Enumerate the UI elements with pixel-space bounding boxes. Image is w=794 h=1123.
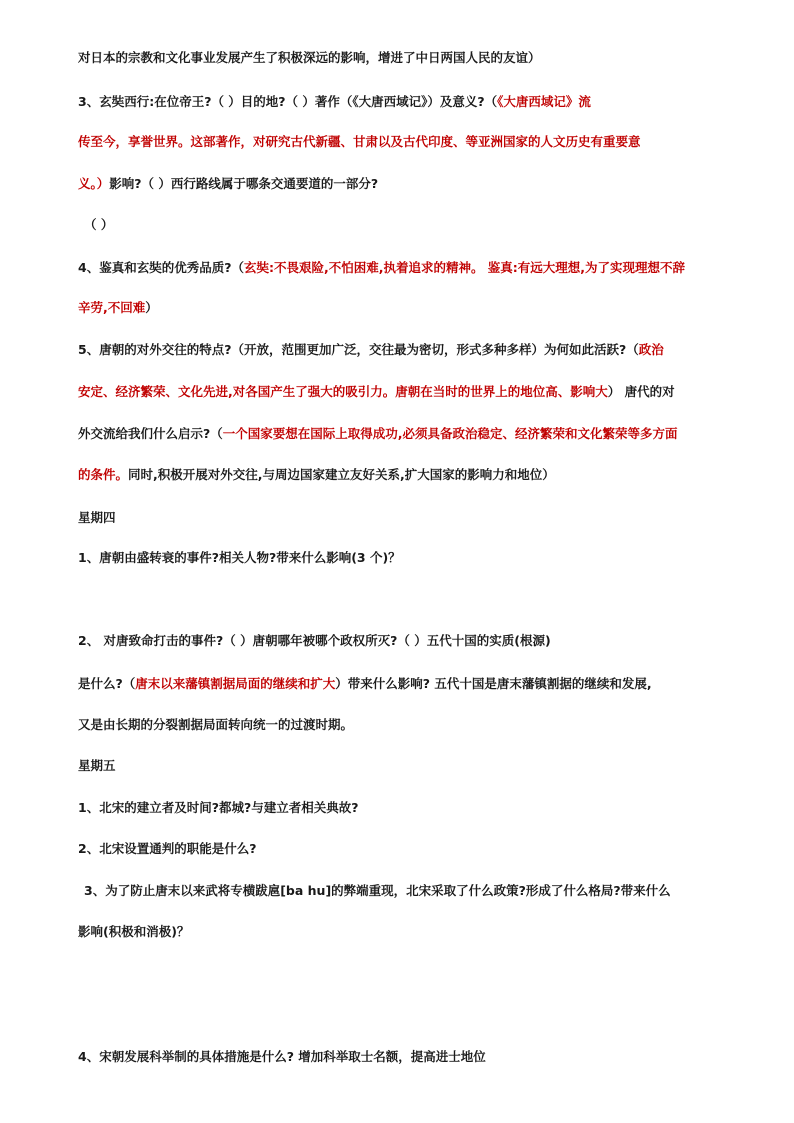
question-3-line-4	[84, 216, 734, 234]
text-run: 同时,积极开展对外交往,与周边国家建立友好关系,扩大国家的影响力和地位）	[128, 467, 555, 482]
question-4-line-2	[78, 299, 728, 317]
thursday-question-1	[78, 549, 728, 567]
text-run: 1、北宋的建立者及时间?都城?与建立者相关典故?	[78, 800, 359, 815]
answer-text: 安定、经济繁荣、文化先进,对各国产生了强大的吸引力。唐朝在当时的世界上的地位高、影响大	[78, 384, 608, 399]
friday-question-1	[78, 799, 728, 817]
answer-text: 辛劳,不回难	[78, 300, 146, 315]
text-run: （ ）	[84, 217, 114, 232]
answer-text: 传至今，享誉世界。这部著作，对研究古代新疆、甘肃以及古代印度、等亚洲国家的人文历史有重要意	[78, 134, 641, 149]
text-run: ）	[145, 300, 158, 315]
friday-question-3-line-1	[84, 882, 734, 900]
text-run: 3、为了防止唐末以来武将专横跋扈[ba hu]的弊端重现，北宋采取了什么政策?形成了什么格局?带来什么	[84, 883, 671, 898]
text-run: 对日本的宗教和文化事业发展产生了积极深远的影响，增进了中日两国人民的友谊）	[78, 50, 541, 65]
text-run: 3、玄奘西行:在位帝王?（ ）目的地?（ ）著作（《大唐西域记》）及意义?（	[78, 94, 498, 109]
question-5-line-1	[78, 341, 728, 359]
thursday-question-2-line-1	[78, 632, 728, 650]
answer-text: 政治	[638, 342, 664, 357]
question-5-line-2	[78, 383, 728, 401]
friday-question-3-line-2	[78, 923, 728, 941]
answer-text: 义。）	[78, 176, 110, 191]
section-heading-friday	[78, 757, 728, 775]
text-run: 5、唐朝的对外交往的特点?（开放，范围更加广泛，交往最为密切，形式多种多样）为何如此活跃?（	[78, 342, 639, 357]
text-run: 影响?（ ）西行路线属于哪条交通要道的一部分?	[109, 176, 379, 191]
text-run: ）带来什么影响? 五代十国是唐末藩镇割据的继续和发展,	[335, 676, 652, 691]
text-run: 影响(积极和消极)？	[78, 924, 190, 939]
text-run: 2、北宋设置通判的职能是什么?	[78, 841, 257, 856]
text-run: 4、宋朝发展科举制的具体措施是什么? 增加科举取士名额，提高进士地位	[78, 1049, 486, 1064]
text-run: 2、 对唐致命打击的事件?（ ）唐朝哪年被哪个政权所灭?（ ）五代十国的实质(根源)	[78, 633, 551, 648]
text-run: 外交流给我们什么启示?（	[78, 426, 223, 441]
question-3-line-2	[78, 133, 728, 151]
thursday-question-2-line-2	[78, 675, 728, 693]
question-3-line-1	[78, 93, 728, 111]
answer-text: 玄奘:不畏艰险,不怕困难,执着追求的精神。 鉴真:有远大理想,为了实现理想不辞	[243, 260, 686, 275]
question-5-line-4	[78, 466, 728, 484]
thursday-question-2-line-3	[78, 716, 728, 734]
heading-text: 星期四	[78, 510, 116, 525]
text-run: 4、鉴真和玄奘的优秀品质?（	[78, 260, 244, 275]
section-heading-thursday	[78, 509, 728, 527]
answer-text: 唐末以来藩镇割据局面的继续和扩大	[135, 676, 336, 691]
text-run: 是什么?（	[78, 676, 136, 691]
heading-text: 星期五	[78, 758, 116, 773]
answer-text: 一个国家要想在国际上取得成功,必须具备政治稳定、经济繁荣和文化繁荣等多方面	[222, 426, 678, 441]
paragraph-line	[78, 49, 728, 67]
answer-text: 的条件。	[78, 467, 129, 482]
question-3-line-3	[78, 175, 728, 193]
text-run: ） 唐代的对	[607, 384, 675, 399]
friday-question-4	[78, 1048, 728, 1066]
answer-text: 《大唐西域记》流	[497, 94, 591, 109]
text-run: 1、唐朝由盛转衰的事件?相关人物?带来什么影响(3 个)？	[78, 550, 401, 565]
friday-question-2	[78, 840, 728, 858]
question-4-line-1	[78, 259, 728, 277]
question-5-line-3	[78, 425, 728, 443]
text-run: 又是由长期的分裂割据局面转向统一的过渡时期。	[78, 717, 354, 732]
